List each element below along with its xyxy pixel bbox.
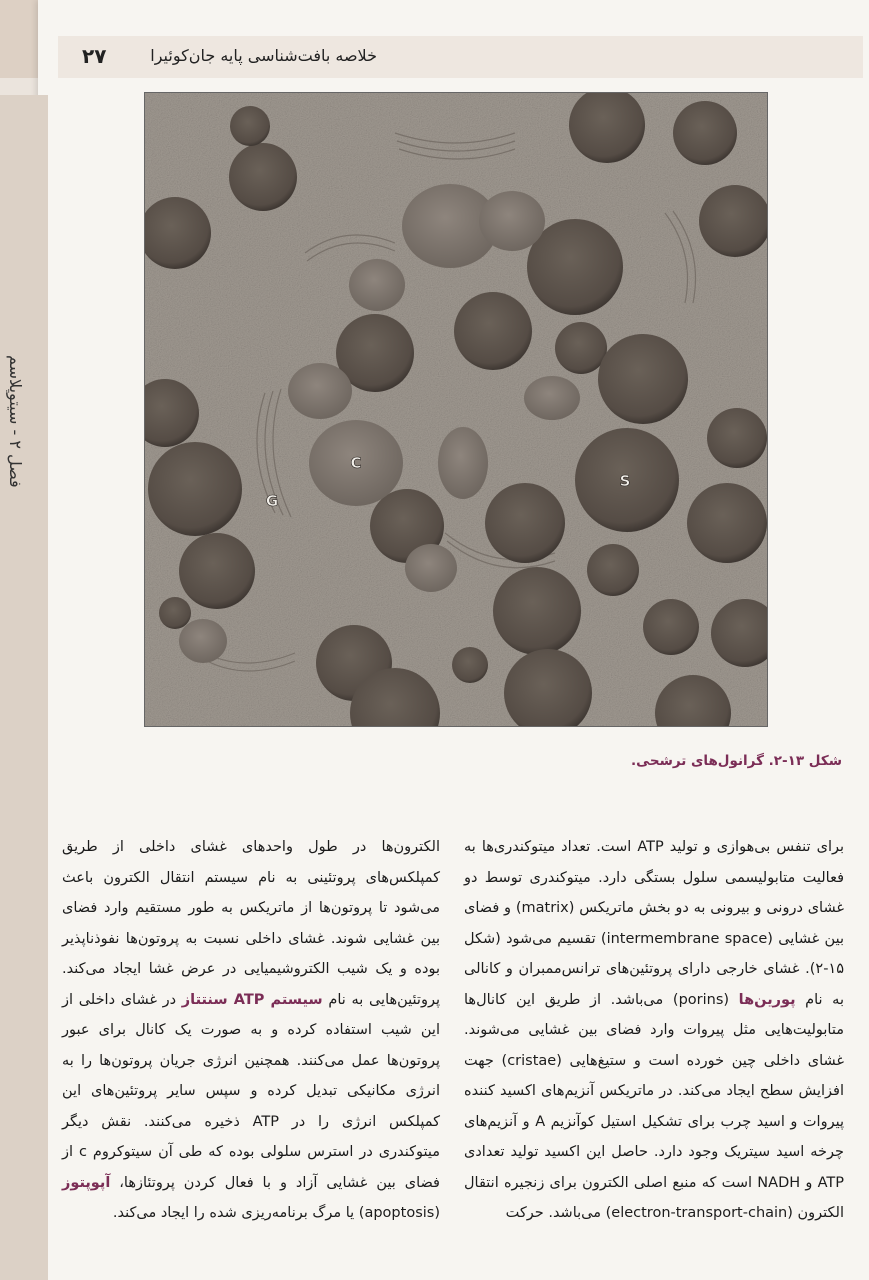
term-atp-synthase: سیستم ATP سنتتاز	[181, 991, 323, 1008]
electron-micrograph	[144, 92, 768, 727]
label-s: S	[619, 472, 631, 490]
text-column-left	[62, 832, 440, 1229]
label-g: G	[265, 492, 279, 510]
term-apoptosis: آپوپتوز	[62, 1174, 111, 1191]
chapter-side-tab	[0, 95, 48, 1280]
figure-caption: شکل ۱۳-۲. گرانول‌های ترشحی.	[631, 753, 842, 769]
running-header: خلاصه بافت‌شناسی پایه جان‌کوئیرا	[150, 46, 377, 65]
page-number: ۲۷	[82, 44, 107, 68]
text-run: برای تنفس بی‌هوازی و تولید ATP است. تعداد میتوکندری‌ها به فعالیت متابولیسمی سلول بستگی دارد. میتوکندری توسط دو غشای درونی و بیرونی به دو بخش ماتریکس (matrix) و فضای بین غشایی (intermembrane space) تقسیم می‌شود (شکل ۱۵-۲). غشای خارجی دارای پروتئین‌های ترانس‌ممبران و کانالی به نام	[464, 839, 845, 1008]
paragraph-left	[62, 832, 440, 1229]
chapter-label: فصل ۲ - سیتوپلاسم	[6, 355, 25, 488]
text-run: (porins) می‌باشد. از طریق این کانال‌ها متابولیت‌هایی مثل پیروات وارد فضای بین غشایی می‌شوند. غشای داخلی چین خورده است و ستیغ‌هایی (cristae) جهت افزایش سطح ایجاد می‌کند. در ماتریکس آنزیم‌های اکسید کننده پیروات و اسید چرب برای تشکیل استیل کوآنزیم A و آنزیم‌های چرخه اسید سیتریک وجود دارد. حاصل این اکسید تولید تعدادی ATP و NADH است که منبع اصلی الکترون برای زنجیره انتقال الکترون (electron-transport-chain) می‌باشد. حرکت	[464, 991, 845, 1221]
text-run: الکترون‌ها در طول واحدهای غشای داخلی از طریق کمپلکس‌های پروتئینی به نام سیستم انتقال الکترون باعث می‌شود تا پروتون‌ها از ماتریکس به طور مستقیم وارد فضای بین غشایی شوند. غشای داخلی نسبت به پروتون‌ها نفوذناپذیر بوده و یک شیب الکتروشیمیایی در عرض غشا ایجاد می‌کند. پروتئین‌هایی به نام	[62, 839, 440, 1008]
label-c: C	[350, 454, 362, 472]
paragraph-right	[464, 832, 844, 1229]
text-run: (apoptosis) یا مرگ برنامه‌ریزی شده را ایجاد می‌کند.	[112, 1205, 440, 1221]
term-porins: پورین‌ها	[738, 991, 796, 1008]
text-run: در غشای داخلی از این شیب استفاده کرده و به صورت یک کانال برای عبور پروتون‌ها عمل می‌کنند. همچنین انرژی جریان پروتون‌ها را به انرژی مکانیکی تبدیل کرده و سپس سایر پروتئین‌های این کمپلکس انرژی را در ATP ذخیره می‌کنند. نقش دیگر میتوکندری در استرس سلولی بوده که طی آن سیتوکروم c از فضای بین غشایی آزاد و با فعال کردن پروتئازها،	[62, 991, 441, 1191]
text-column-right	[464, 832, 844, 1229]
